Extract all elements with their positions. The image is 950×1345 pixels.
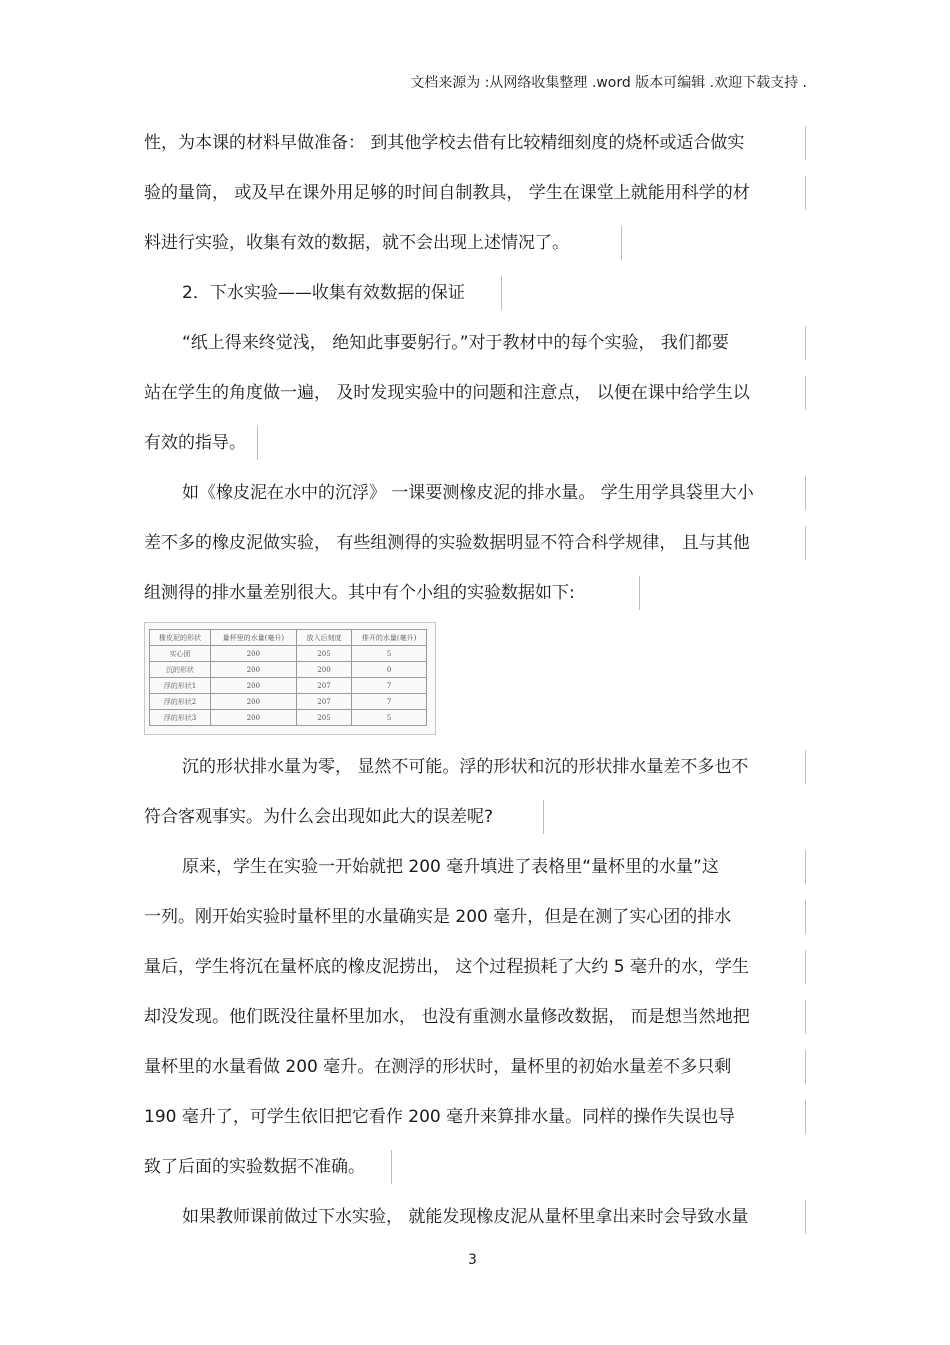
paragraph-line: 料进行实验，收集有效的数据，就不会出现上述情况了。 <box>144 226 622 260</box>
table-cell: 5 <box>352 646 427 662</box>
table-cell: 205 <box>296 710 351 726</box>
table-cell: 7 <box>352 694 427 710</box>
table-cell: 200 <box>210 710 296 726</box>
table-cell: 0 <box>352 662 427 678</box>
table-header-cell: 放入后刻度 <box>296 630 351 646</box>
paragraph-line: 如果教师课前做过下水实验， 就能发现橡皮泥从量杯里拿出来时会导致水量 <box>144 1200 806 1234</box>
paragraph-line: 量杯里的水量看做 200 毫升。在测浮的形状时，量杯里的初始水量差不多只剩 <box>144 1050 806 1084</box>
paragraph-line: 如《橡皮泥在水中的沉浮》 一课要测橡皮泥的排水量。 学生用学具袋里大小 <box>144 476 806 510</box>
table-cell: 200 <box>296 662 351 678</box>
section-heading: 2．下水实验——收集有效数据的保证 <box>144 276 502 310</box>
table-cell: 实心团 <box>150 646 211 662</box>
paragraph-line: 190 毫升了，可学生依旧把它看作 200 毫升来算排水量。同样的操作失误也导 <box>144 1100 806 1134</box>
table-cell: 5 <box>352 710 427 726</box>
page-number: 3 <box>468 1252 477 1268</box>
table-header-cell: 量杯里的水量(毫升) <box>210 630 296 646</box>
table-row <box>150 662 427 678</box>
table-cell: 200 <box>210 694 296 710</box>
paragraph-line: 却没发现。他们既没往量杯里加水， 也没有重测水量修改数据， 而是想当然地把 <box>144 1000 806 1034</box>
paragraph-line: 量后，学生将沉在量杯底的橡皮泥捞出， 这个过程损耗了大约 5 毫升的水，学生 <box>144 950 806 984</box>
paragraph-line: 有效的指导。 <box>144 426 258 460</box>
paragraph-line: 验的量筒， 或及早在课外用足够的时间自制教具， 学生在课堂上就能用科学的材 <box>144 176 806 210</box>
paragraph-line: 差不多的橡皮泥做实验， 有些组测得的实验数据明显不符合科学规律， 且与其他 <box>144 526 806 560</box>
paragraph-line: 一列。刚开始实验时量杯里的水量确实是 200 毫升，但是在测了实心团的排水 <box>144 900 806 934</box>
table-cell: 205 <box>296 646 351 662</box>
table-cell: 200 <box>210 646 296 662</box>
table-cell: 沉的形状 <box>150 662 211 678</box>
table-cell: 207 <box>296 678 351 694</box>
table-cell: 浮的形状2 <box>150 694 211 710</box>
table-header-row <box>150 630 427 646</box>
table-row <box>150 646 427 662</box>
table-row <box>150 694 427 710</box>
paragraph-line: 站在学生的角度做一遍， 及时发现实验中的问题和注意点， 以便在课中给学生以 <box>144 376 806 410</box>
paragraph-line: 组测得的排水量差别很大。其中有个小组的实验数据如下: <box>144 576 640 610</box>
table-row <box>150 710 427 726</box>
paragraph-line: 原来，学生在实验一开始就把 200 毫升填进了表格里“量杯里的水量”这 <box>144 850 806 884</box>
table-cell: 浮的形状1 <box>150 678 211 694</box>
paragraph-line: 符合客观事实。为什么会出现如此大的误差呢? <box>144 800 544 834</box>
table-cell: 207 <box>296 694 351 710</box>
table-cell: 200 <box>210 662 296 678</box>
paragraph-line: 沉的形状排水量为零， 显然不可能。浮的形状和沉的形状排水量差不多也不 <box>144 750 806 784</box>
paragraph-line: 性，为本课的材料早做准备： 到其他学校去借有比较精细刻度的烧杯或适合做实 <box>144 126 806 160</box>
paragraph-line: 致了后面的实验数据不准确。 <box>144 1150 392 1184</box>
table-header-cell: 橡皮泥的形状 <box>150 630 211 646</box>
page-header: 文档来源为 :从网络收集整理 .word 版本可编辑 .欢迎下载支持 . <box>410 75 807 91</box>
table-header-cell: 排开的水量(毫升) <box>352 630 427 646</box>
table-cell: 200 <box>210 678 296 694</box>
table-cell: 7 <box>352 678 427 694</box>
table-row <box>150 678 427 694</box>
experiment-data-table <box>144 622 436 735</box>
table-cell: 浮的形状3 <box>150 710 211 726</box>
paragraph-line: “纸上得来终觉浅， 绝知此事要躬行。”对于教材中的每个实验， 我们都要 <box>144 326 806 360</box>
